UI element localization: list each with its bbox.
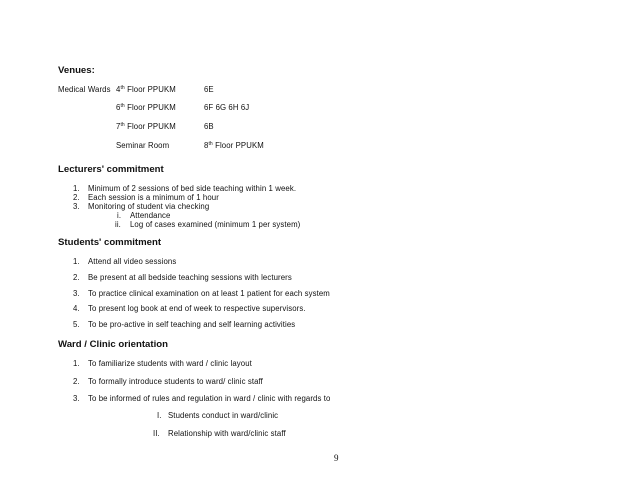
- venue-floor-number: 7: [116, 122, 121, 131]
- seminar-floor-number: 8: [204, 141, 209, 150]
- list-number: 2.: [73, 273, 80, 282]
- seminar-label: Seminar Room: [116, 141, 170, 150]
- venue-floor-suffix: th: [120, 122, 125, 128]
- list-text: Be present at all bedside teaching sessions with lecturers: [88, 273, 292, 282]
- venue-wards: 6F 6G 6H 6J: [204, 103, 250, 112]
- sub-list-number: i.: [117, 211, 122, 220]
- venue-wards: 6B: [204, 122, 214, 131]
- list-number: 1.: [73, 257, 80, 266]
- list-number: 3.: [73, 289, 80, 298]
- list-text: Monitoring of student via checking: [88, 202, 210, 211]
- sub-list-number: I.: [157, 411, 162, 420]
- list-text: Attend all video sessions: [88, 257, 177, 266]
- list-text: To be pro-active in self teaching and self learning activities: [88, 320, 296, 329]
- students-heading: Students' commitment: [58, 237, 162, 248]
- sub-list-text: Students conduct in ward/clinic: [168, 411, 279, 420]
- sub-list-text: Log of cases examined (minimum 1 per system): [130, 220, 301, 229]
- sub-list-text: Attendance: [130, 211, 171, 220]
- sub-list-number: ii.: [115, 220, 121, 229]
- venue-floor-number: 4: [116, 85, 121, 94]
- list-text: Each session is a minimum of 1 hour: [88, 193, 219, 202]
- venues-label: Medical Wards: [58, 85, 111, 94]
- ward-heading: Ward / Clinic orientation: [58, 339, 168, 350]
- venue-floor: Floor PPUKM: [127, 103, 176, 112]
- list-text: To be informed of rules and regulation in ward / clinic with regards to: [88, 394, 331, 403]
- list-number: 1.: [73, 359, 80, 368]
- list-number: 2.: [73, 193, 80, 202]
- list-number: 3.: [73, 394, 80, 403]
- list-text: To familiarize students with ward / clinic layout: [88, 359, 252, 368]
- list-text: To practice clinical examination on at least 1 patient for each system: [88, 289, 330, 298]
- sub-list-text: Relationship with ward/clinic staff: [168, 429, 286, 438]
- lecturers-heading: Lecturers' commitment: [58, 164, 164, 175]
- venue-floor: Floor PPUKM: [127, 122, 176, 131]
- seminar-floor: Floor PPUKM: [215, 141, 264, 150]
- seminar-floor-suffix: th: [208, 141, 213, 147]
- page-number: 9: [334, 453, 339, 463]
- list-text: To present log book at end of week to respective supervisors.: [88, 304, 306, 313]
- venue-floor-number: 6: [116, 103, 121, 112]
- venue-floor: Floor PPUKM: [127, 85, 176, 94]
- list-text: Minimum of 2 sessions of bed side teaching within 1 week.: [88, 184, 297, 193]
- list-text: To formally introduce students to ward/ clinic staff: [88, 377, 263, 386]
- venue-floor-suffix: th: [120, 103, 125, 109]
- sub-list-number: II.: [153, 429, 160, 438]
- list-number: 2.: [73, 377, 80, 386]
- list-number: 5.: [73, 320, 80, 329]
- venue-floor-suffix: th: [120, 85, 125, 91]
- list-number: 4.: [73, 304, 80, 313]
- venues-heading: Venues:: [58, 65, 95, 76]
- list-number: 1.: [73, 184, 80, 193]
- venue-wards: 6E: [204, 85, 214, 94]
- list-number: 3.: [73, 202, 80, 211]
